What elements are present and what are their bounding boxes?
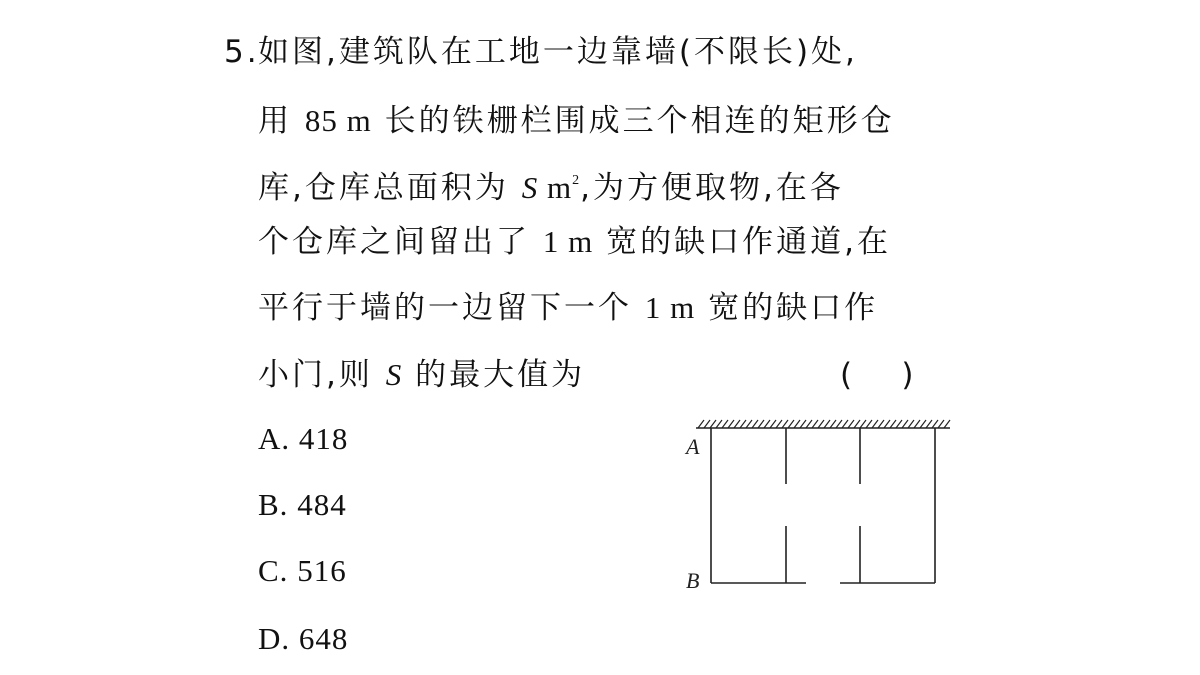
hatch-mark: [710, 420, 716, 428]
hatch-mark: [836, 420, 842, 428]
warehouse-diagram: [680, 410, 960, 600]
hatch-mark: [728, 420, 734, 428]
hatch-mark: [716, 420, 722, 428]
hatch-mark: [938, 420, 944, 428]
question-line-4: 个仓库之间留出了 1 m 宽的缺口作通道,在: [258, 224, 891, 260]
question-line-3: 库,仓库总面积为 S $m^2$,为方便取物,在各: [258, 170, 844, 206]
question-line-5: 平行于墙的一边留下一个 1 m 宽的缺口作: [258, 290, 879, 326]
hatch-mark: [734, 420, 740, 428]
hatch-mark: [806, 420, 812, 428]
hatch-mark: [884, 420, 890, 428]
option-c[interactable]: C. 516: [258, 553, 347, 588]
hatch-mark: [758, 420, 764, 428]
hatch-mark: [776, 420, 782, 428]
hatch-mark: [866, 420, 872, 428]
hatch-mark: [878, 420, 884, 428]
hatch-mark: [848, 420, 854, 428]
wall-hatching: [698, 420, 950, 428]
hatch-mark: [896, 420, 902, 428]
hatch-mark: [902, 420, 908, 428]
hatch-mark: [764, 420, 770, 428]
hatch-mark: [704, 420, 710, 428]
hatch-mark: [824, 420, 830, 428]
hatch-mark: [818, 420, 824, 428]
question-number: 5.: [224, 34, 260, 70]
label-b: B: [686, 568, 700, 593]
question-line-2: 用 85 m 长的铁栅栏围成三个相连的矩形仓: [258, 103, 895, 139]
hatch-mark: [770, 420, 776, 428]
hatch-mark: [752, 420, 758, 428]
hatch-mark: [830, 420, 836, 428]
hatch-mark: [746, 420, 752, 428]
hatch-mark: [890, 420, 896, 428]
question-line-6: 小门,则 S 的最大值为: [258, 357, 586, 393]
option-b[interactable]: B. 484: [258, 487, 347, 522]
question-line-1: 如图,建筑队在工地一边靠墙(不限长)处,: [258, 34, 858, 70]
hatch-mark: [932, 420, 938, 428]
hatch-mark: [944, 420, 950, 428]
hatch-mark: [860, 420, 866, 428]
option-d[interactable]: D. 648: [258, 621, 349, 656]
hatch-mark: [794, 420, 800, 428]
hatch-mark: [782, 420, 788, 428]
hatch-mark: [926, 420, 932, 428]
hatch-mark: [740, 420, 746, 428]
hatch-mark: [920, 420, 926, 428]
label-a: A: [686, 434, 700, 459]
hatch-mark: [812, 420, 818, 428]
option-a[interactable]: A. 418: [258, 421, 349, 456]
hatch-mark: [872, 420, 878, 428]
hatch-mark: [842, 420, 848, 428]
hatch-mark: [722, 420, 728, 428]
hatch-mark: [800, 420, 806, 428]
hatch-mark: [854, 420, 860, 428]
hatch-mark: [914, 420, 920, 428]
hatch-mark: [908, 420, 914, 428]
answer-bracket: ( ): [840, 357, 914, 393]
hatch-mark: [788, 420, 794, 428]
hatch-mark: [698, 420, 704, 428]
